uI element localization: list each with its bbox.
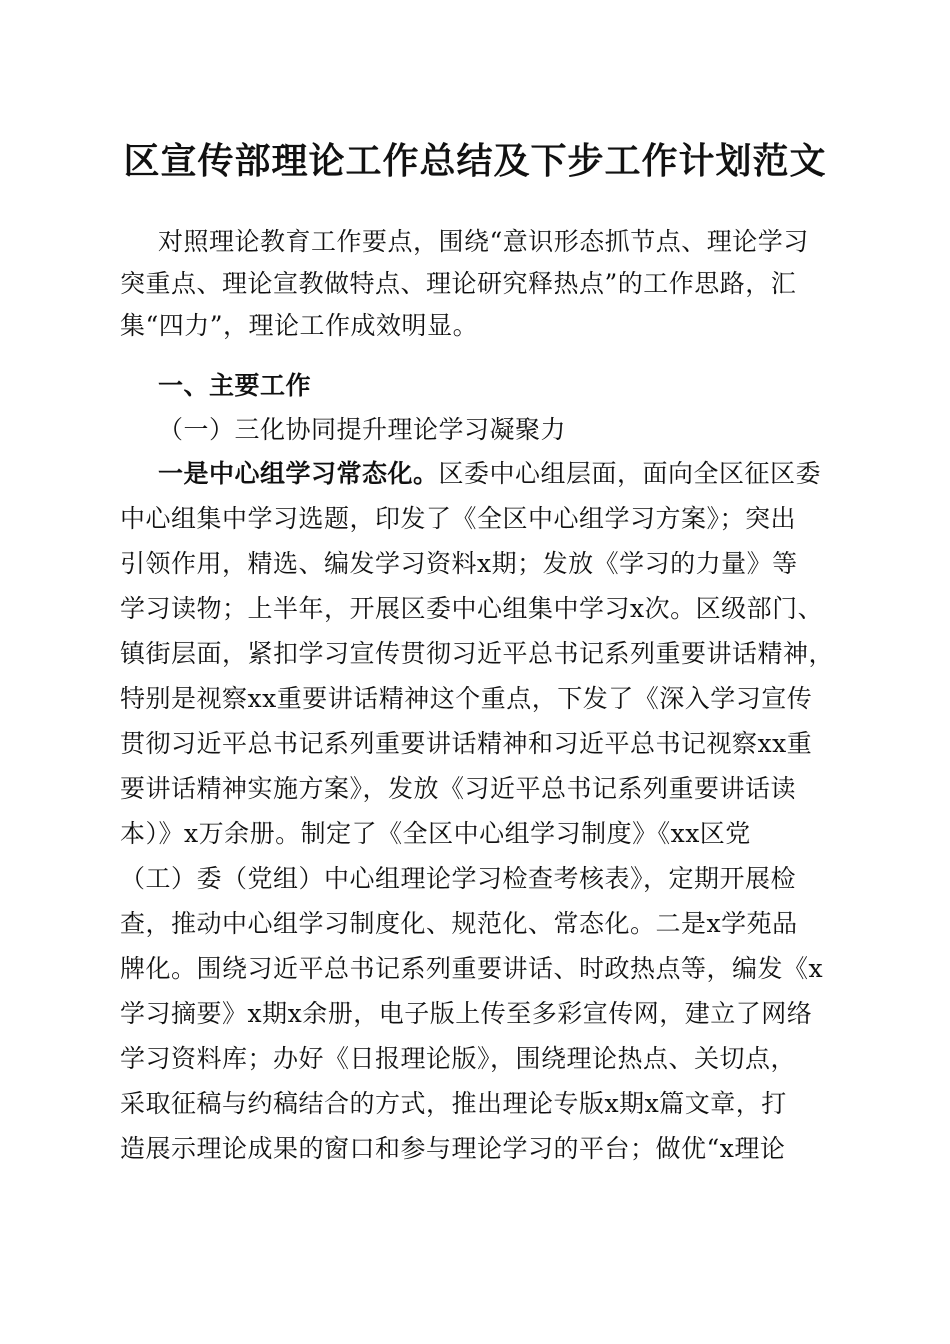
body-line: （工）委（党组）中心组理论学习检查考核表》，定期开展检 <box>120 864 797 893</box>
body-line: 学习摘要》x期x余册，电子版上传至多彩宣传网，建立了网络 <box>120 999 813 1028</box>
body-line: 查，推动中心组学习制度化、规范化、常态化。二是x学苑品 <box>120 909 798 938</box>
body-line: 造展示理论成果的窗口和参与理论学习的平台；做优“x理论 <box>120 1134 786 1163</box>
intro-line: 突重点、理论宣教做特点、理论研究释热点”的工作思路，汇 <box>120 269 797 298</box>
section-heading: 一、主要工作 <box>158 371 312 400</box>
body-line: 中心组集中学习选题，印发了《全区中心组学习方案》；突出 <box>120 504 797 533</box>
body-line: 特别是视察xx重要讲话精神这个重点，下发了《深入学习宣传 <box>120 684 813 713</box>
body-line: 本）》x万余册。制定了《全区中心组学习制度》《xx区党 <box>120 819 751 848</box>
body-line: 引领作用，精选、编发学习资料x期；发放《学习的力量》等 <box>120 549 798 578</box>
body-line: 采取征稿与约稿结合的方式，推出理论专版x期x篇文章，打 <box>120 1089 787 1118</box>
body-line: 学习读物；上半年，开展区委中心组集中学习x次。区级部门、 <box>120 594 824 623</box>
intro-line: 集“四力”，理论工作成效明显。 <box>120 311 479 340</box>
body-line: 牌化。围绕习近平总书记系列重要讲话、时政热点等，编发《x <box>120 954 824 983</box>
intro-line: 对照理论教育工作要点，围绕“意识形态抓节点、理论学习 <box>158 227 809 256</box>
body-paragraph-start <box>158 454 821 494</box>
body-line: 贯彻习近平总书记系列重要讲话精神和习近平总书记视察xx重 <box>120 729 813 758</box>
paragraph-lead: 一是中心组学习常态化。 <box>158 459 439 488</box>
body-line: 镇街层面，紧扣学习宣传贯彻习近平总书记系列重要讲话精神， <box>120 639 835 668</box>
body-line: 学习资料库；办好《日报理论版》，围绕理论热点、关切点， <box>120 1044 797 1073</box>
subsection-heading: （一）三化协同提升理论学习凝聚力 <box>158 415 567 444</box>
document-title: 区宣传部理论工作总结及下步工作计划范文 <box>123 140 827 182</box>
body-line: 要讲话精神实施方案》，发放《习近平总书记系列重要讲话读 <box>120 774 797 803</box>
paragraph-text: 区委中心组层面，面向全区征区委 <box>438 459 822 488</box>
